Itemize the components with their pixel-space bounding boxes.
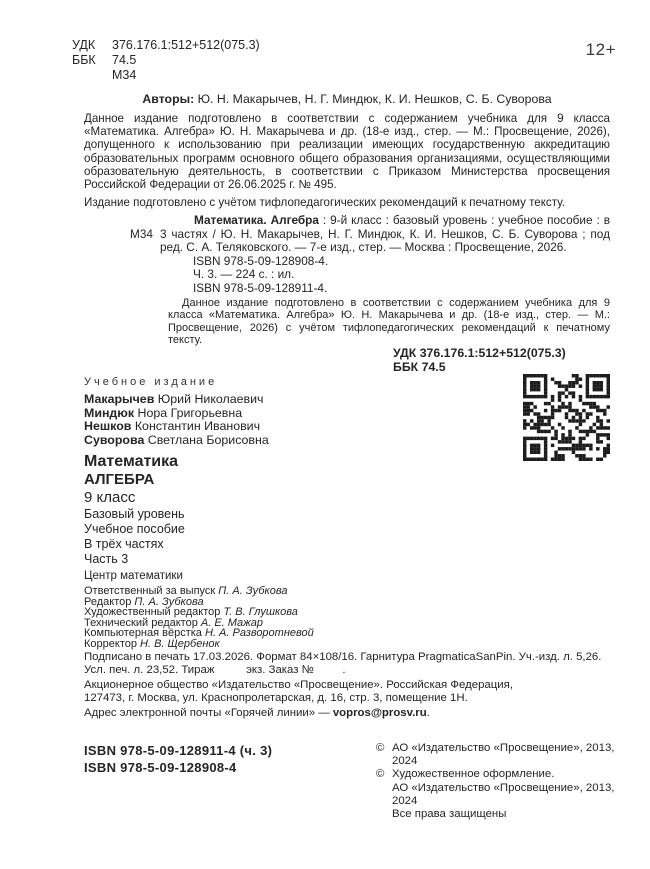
edition-notes [84, 112, 610, 209]
credit-name: Т. В. Глушкова [223, 606, 298, 618]
part-line: Ч. 3. — 224 с. : ил. [193, 267, 295, 281]
bbk-label: ББК [72, 53, 96, 67]
credit-name: А. Е. Мажар [200, 616, 263, 629]
credit-name: П. А. Зубкова [134, 595, 204, 608]
credit-name: П. А. Зубкова [218, 585, 288, 597]
age-rating-badge: 12+ [585, 40, 616, 59]
author-surname: Суворова [84, 432, 145, 447]
parts-line: В трёх частях [84, 537, 164, 551]
author-surname: Макарычев [84, 392, 155, 406]
edition-row [84, 376, 610, 447]
classification-block [72, 38, 260, 83]
level-line: Базовый уровень [84, 507, 185, 521]
catalog-card-code: М34 [130, 226, 153, 241]
title-block [84, 452, 185, 582]
author-given: Юрий Николаевич [154, 392, 264, 406]
print-line-1: Подписано в печать 17.03.2026. Формат 84×108/16. Гарнитура PragmaticaSanPin. Уч.-изд. л. 5,26. [84, 651, 602, 663]
authors-label: Авторы: [142, 92, 195, 106]
hotline-prefix: Адрес электронной почты «Горячей линии» — [84, 707, 333, 719]
qr-code-image [523, 374, 610, 461]
credit-role: Художественный редактор [84, 606, 224, 618]
authors-names: Ю. Н. Макарычев, Н. Г. Миндюк, К. И. Нешков, С. Б. Суворова [194, 92, 552, 106]
author-given: Константин Иванович [131, 419, 261, 433]
copyright-block [376, 742, 616, 821]
copyright-text: Художественное оформление. [392, 768, 555, 781]
publisher-line-1: Акционерное общество «Издательство «Просвещение». Российская Федерация, [84, 679, 513, 691]
catalog-card-entry [160, 214, 610, 255]
publisher-line-2: 127473, г. Москва, ул. Краснопролетарская, д. 16, стр. 3, помещение 1Н. [84, 692, 468, 704]
author-given: Светлана Борисовна [144, 432, 269, 447]
author-surname: Нешков [84, 419, 132, 433]
grade-line: 9 класс [84, 489, 136, 506]
isbn-block [84, 742, 272, 776]
udk-value: 376.176.1:512+512(075.3) [112, 38, 260, 52]
authors-line [84, 92, 610, 106]
copyright-mark [376, 782, 392, 808]
udk-line [72, 38, 260, 53]
catalog-card [130, 213, 610, 346]
copyright-text: АО «Издательство «Просвещение», 2013, 2024 [392, 742, 615, 768]
copyright-mark: © [376, 742, 385, 754]
tiflo-note: Издание подготовлено с учётом тифлопедагогических рекомендаций к печатному тексту. [84, 196, 566, 210]
credit-name: Н. В. Щербенок [140, 637, 220, 650]
copyright-line [376, 742, 616, 768]
copyright-text: Все права защищены [392, 808, 507, 821]
bbk-line [72, 53, 260, 68]
book-title: Математика [84, 453, 179, 470]
hotline-suffix: . [426, 707, 430, 719]
catalog-annotation: Данное издание подготовлено в соответствии с содержанием учебника для 9 класса «Математика. Алгебра» Ю. Н. Макарычева и др. (18-е изд., стер. — М.: Просвещение, 2026) с учётом тифлопедагогических рекомендаций к печатному тексту. [168, 297, 610, 346]
copyright-line [376, 768, 616, 781]
credit-name: Н. А. Разворотневой [204, 627, 314, 639]
credits-block [84, 586, 314, 649]
card-title: Математика. Алгебра [194, 213, 319, 227]
isbn-series-line: ISBN 978-5-09-128908-4. [193, 253, 329, 268]
center-line: Центр математики [84, 570, 183, 582]
isbn-series-bottom: ISBN 978-5-09-128908-4 [84, 760, 237, 775]
print-details [84, 651, 616, 677]
catalog-code-line [72, 68, 260, 83]
credit-role: Технический редактор [84, 616, 201, 629]
bbk-bold-line: ББК 74.5 [393, 360, 446, 374]
copyright-line [376, 782, 616, 808]
edition-type-label: Учебное издание [84, 376, 218, 388]
edition-note-paragraph: Данное издание подготовлено в соответствии с содержанием учебника для 9 класса «Математика. Алгебра» Ю. Н. Макарычева и др. (18-е изд., стер. — М.: Просвещение, 2026), допущенного к использованию при реализации имеющих государственную аккредитацию образовательных программ основного общего образования организациями, осуществляющими образовательную деятельность, в соответствии с Приказом Министерства просвещения Российской Федерации от 26.06.2025 г. № 495. [84, 112, 610, 192]
copyright-line [376, 808, 616, 821]
print-line-2: Усл. печ. л. 23,52. Тираж экз. Заказ № . [84, 664, 346, 676]
isbn-part-line: ISBN 978-5-09-128911-4. [193, 280, 328, 295]
book-subtitle: АЛГЕБРА [84, 471, 155, 488]
author-surname: Миндюк [84, 405, 135, 420]
credit-role: Корректор [84, 637, 141, 650]
author-given: Нора Григорьевна [134, 405, 243, 420]
udk-bbk-bold-block [393, 346, 566, 374]
udk-bold-line: УДК 376.176.1:512+512(075.3) [393, 346, 566, 360]
card-title-rest: : 9-й класс : базовый уровень : учебное пособие : в 3 частях / Ю. Н. Макарычев, Н. Г. Миндюк, К. И. Нешков, С. Б. Суворова ; под ред. С. А. Теляковского. — 7-е изд., стер. — Москва : Просвещение, 2026. [160, 213, 610, 254]
copyright-mark [376, 808, 392, 821]
hotline-line [84, 707, 616, 719]
isbn-part-bottom: ISBN 978-5-09-128911-4 (ч. 3) [84, 743, 273, 758]
part-number-line: Часть 3 [84, 552, 129, 566]
credit-line [84, 639, 314, 650]
udk-label: УДК [72, 38, 96, 52]
catalog-code: М34 [112, 68, 137, 82]
credit-role: Компьютерная вёрстка [84, 627, 205, 639]
bbk-value: 74.5 [112, 53, 137, 67]
type-line: Учебное пособие [84, 522, 185, 536]
publisher-block [84, 679, 616, 705]
credit-role: Ответственный за выпуск [84, 585, 219, 597]
copyright-text: АО «Издательство «Просвещение», 2013, 2024 [392, 781, 615, 807]
credit-role: Редактор [84, 595, 135, 608]
hotline-email: vopros@prosv.ru [332, 707, 427, 719]
qr-code [523, 374, 610, 461]
bottom-row [84, 742, 616, 821]
copyright-mark: © [376, 768, 385, 781]
